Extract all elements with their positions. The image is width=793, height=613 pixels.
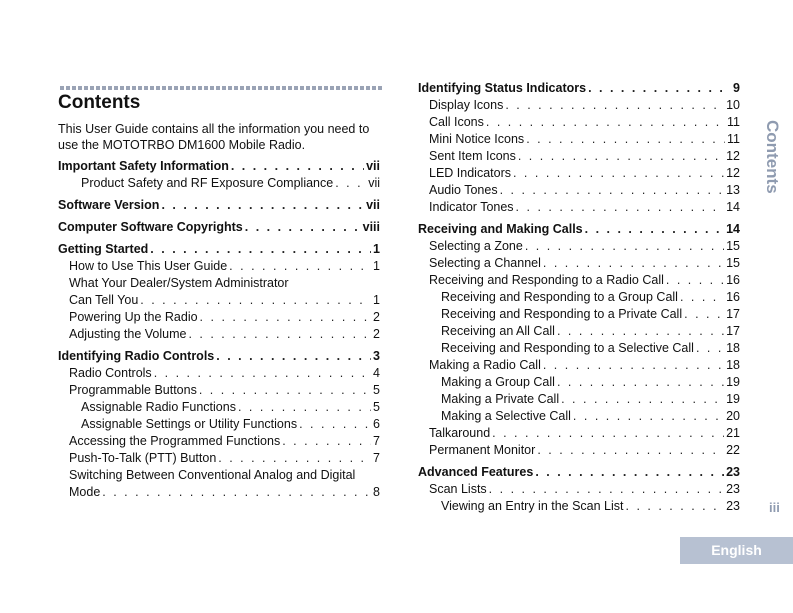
toc-entry-label: Indicator Tones (429, 200, 514, 214)
dot-leader (588, 80, 731, 97)
toc-entry[interactable] (418, 323, 740, 340)
dot-leader (102, 484, 371, 501)
toc-entry[interactable] (58, 309, 380, 326)
toc-entry[interactable] (418, 289, 740, 306)
toc-entry-label: Getting Started (58, 242, 149, 256)
toc-entry-label: Receiving and Responding to a Private Call (441, 307, 683, 321)
toc-entry-label: Adjusting the Volume (69, 327, 187, 341)
toc-entry[interactable] (418, 131, 740, 148)
dot-leader (505, 97, 724, 114)
dot-leader (537, 442, 724, 459)
toc-entry[interactable] (418, 498, 740, 515)
toc-entry[interactable] (418, 199, 740, 216)
toc-left-column (58, 158, 380, 501)
toc-entry[interactable] (58, 326, 380, 343)
toc-entry[interactable] (58, 450, 380, 467)
dot-leader (200, 309, 372, 326)
toc-entry-label: Can Tell You (69, 293, 139, 307)
toc-entry-page: 15 (726, 239, 740, 253)
toc-entry-label: Product Safety and RF Exposure Compliance (81, 176, 334, 190)
dot-leader (557, 323, 724, 340)
toc-entry-page: 17 (726, 324, 740, 338)
toc-entry-page: 4 (373, 366, 380, 380)
toc-entry-label: Audio Tones (429, 183, 498, 197)
toc-entry-page: vii (368, 176, 380, 190)
toc-right-column (418, 80, 740, 515)
toc-entry-page: 16 (726, 273, 740, 287)
toc-entry[interactable] (418, 165, 740, 182)
toc-entry-label: How to Use This User Guide (69, 259, 228, 273)
section-side-label: Contents (763, 120, 782, 194)
toc-entry-page: 3 (373, 349, 380, 363)
toc-entry[interactable] (418, 340, 740, 357)
toc-entry-page: 23 (726, 482, 740, 496)
toc-entry[interactable] (418, 374, 740, 391)
toc-entry-label: Receiving and Responding to a Group Call (441, 290, 678, 304)
toc-entry-label: Making a Private Call (441, 392, 560, 406)
dot-leader (666, 272, 724, 289)
toc-entry[interactable] (418, 464, 740, 481)
toc-entry[interactable] (58, 241, 380, 258)
dot-leader (680, 289, 724, 306)
toc-entry[interactable] (418, 357, 740, 374)
toc-entry[interactable] (418, 238, 740, 255)
toc-entry-label: Important Safety Information (58, 159, 229, 173)
toc-entry-label: Switching Between Conventional Analog and Digital (69, 468, 356, 482)
toc-entry-label: Mode (69, 485, 101, 499)
toc-entry-label: Accessing the Programmed Functions (69, 434, 281, 448)
toc-entry[interactable] (418, 182, 740, 199)
toc-entry-page: 11 (727, 115, 740, 129)
toc-entry[interactable] (58, 365, 380, 382)
toc-entry-label: Sent Item Icons (429, 149, 516, 163)
dot-leader (154, 365, 371, 382)
dot-leader (626, 498, 725, 515)
toc-entry-label: Call Icons (429, 115, 484, 129)
toc-entry-page: vii (366, 198, 380, 212)
dot-leader (299, 416, 371, 433)
toc-entry[interactable] (418, 408, 740, 425)
toc-entry-label: Scan Lists (429, 482, 487, 496)
toc-entry-label: Display Icons (429, 98, 504, 112)
toc-entry-page: 13 (726, 183, 740, 197)
dot-leader (216, 348, 371, 365)
toc-entry-page: 2 (373, 327, 380, 341)
toc-entry-label: Identifying Status Indicators (418, 81, 587, 95)
toc-entry-label: Viewing an Entry in the Scan List (441, 499, 624, 513)
toc-entry-page: 6 (373, 417, 380, 431)
intro-text: This User Guide contains all the information you need to use the MOTOTRBO DM1600 Mobile Radio. (58, 122, 370, 152)
toc-entry[interactable] (58, 258, 380, 275)
toc-entry-page: 20 (726, 409, 740, 423)
toc-entry-page: 14 (726, 200, 740, 214)
toc-entry-label: Powering Up the Radio (69, 310, 198, 324)
dot-leader (696, 340, 724, 357)
toc-entry[interactable] (418, 481, 740, 498)
toc-entry-page: 11 (727, 132, 740, 146)
dot-leader (535, 464, 724, 481)
toc-entry[interactable] (418, 255, 740, 272)
toc-entry[interactable] (418, 221, 740, 238)
toc-entry-label: Receiving an All Call (441, 324, 555, 338)
dot-leader (245, 219, 361, 236)
toc-entry-label: Software Version (58, 198, 160, 212)
toc-entry[interactable] (418, 272, 740, 289)
toc-entry[interactable] (418, 97, 740, 114)
dot-leader (486, 114, 725, 131)
dot-leader (573, 408, 724, 425)
language-tab: English (680, 537, 793, 564)
toc-entry[interactable] (58, 275, 380, 292)
dot-leader (282, 433, 371, 450)
dot-leader (557, 374, 724, 391)
toc-entry[interactable] (58, 219, 380, 236)
toc-entry-page: 16 (726, 290, 740, 304)
dot-leader (543, 357, 724, 374)
toc-entry-label: Programmable Buttons (69, 383, 197, 397)
dot-leader (489, 481, 724, 498)
toc-entry-label: Assignable Settings or Utility Functions (81, 417, 298, 431)
toc-entry[interactable] (58, 433, 380, 450)
toc-entry[interactable] (58, 197, 380, 214)
dot-leader (526, 131, 725, 148)
toc-entry-label: Making a Group Call (441, 375, 555, 389)
toc-entry-page: 23 (726, 465, 740, 479)
dot-leader (525, 238, 724, 255)
title-rule (60, 86, 384, 90)
toc-entry-label: Receiving and Responding to a Selective Call (441, 341, 694, 355)
toc-entry-page: 7 (373, 451, 380, 465)
toc-entry-label: Talkaround (429, 426, 491, 440)
toc-entry-label: Advanced Features (418, 465, 534, 479)
toc-entry[interactable] (58, 399, 380, 416)
dot-leader (500, 182, 725, 199)
toc-entry[interactable] (418, 425, 740, 442)
toc-entry[interactable] (58, 467, 380, 484)
toc-entry-label: What Your Dealer/System Administrator (69, 276, 289, 290)
toc-entry-page: 21 (726, 426, 740, 440)
toc-entry-label: Receiving and Responding to a Radio Call (429, 273, 664, 287)
toc-entry-page: 15 (726, 256, 740, 270)
page-title: Contents (58, 92, 141, 113)
toc-entry-label: Making a Selective Call (441, 409, 571, 423)
toc-entry-page: 19 (726, 392, 740, 406)
toc-entry-label: Push-To-Talk (PTT) Button (69, 451, 217, 465)
toc-entry-label: Receiving and Making Calls (418, 222, 583, 236)
dot-leader (150, 241, 371, 258)
toc-entry-page: 8 (373, 485, 380, 499)
toc-entry-label: Assignable Radio Functions (81, 400, 236, 414)
toc-entry-page: 19 (726, 375, 740, 389)
toc-entry-page: 1 (373, 242, 380, 256)
toc-entry-label: Making a Radio Call (429, 358, 541, 372)
toc-entry-page: 2 (373, 310, 380, 324)
toc-entry-label: Radio Controls (69, 366, 152, 380)
toc-entry[interactable] (58, 292, 380, 309)
toc-entry[interactable] (418, 391, 740, 408)
toc-entry-page: 18 (726, 358, 740, 372)
dot-leader (218, 450, 371, 467)
toc-entry[interactable] (418, 442, 740, 459)
toc-entry[interactable] (418, 114, 740, 131)
dot-leader (518, 148, 724, 165)
toc-entry[interactable] (58, 158, 380, 175)
toc-entry-label: Mini Notice Icons (429, 132, 525, 146)
toc-entry-page: 5 (373, 383, 380, 397)
toc-entry-page: 18 (726, 341, 740, 355)
dot-leader (543, 255, 724, 272)
dot-leader (513, 165, 724, 182)
toc-entry-label: Identifying Radio Controls (58, 349, 215, 363)
toc-entry[interactable] (418, 148, 740, 165)
toc-entry[interactable] (418, 306, 740, 323)
toc-entry-label: Computer Software Copyrights (58, 220, 243, 234)
toc-entry[interactable] (58, 348, 380, 365)
dot-leader (492, 425, 724, 442)
dot-leader (585, 221, 724, 238)
toc-entry-page: vii (366, 159, 380, 173)
dot-leader (238, 399, 371, 416)
dot-leader (684, 306, 724, 323)
toc-entry-page: 1 (373, 293, 380, 307)
toc-entry-label: Permanent Monitor (429, 443, 536, 457)
toc-entry-page: viii (362, 220, 380, 234)
dot-leader (188, 326, 371, 343)
toc-entry-label: LED Indicators (429, 166, 511, 180)
toc-entry[interactable] (58, 484, 380, 501)
toc-entry-page: 9 (733, 81, 740, 95)
toc-entry-page: 14 (726, 222, 740, 236)
toc-entry-label: Selecting a Zone (429, 239, 523, 253)
toc-entry-label: Selecting a Channel (429, 256, 541, 270)
toc-entry-page: 22 (726, 443, 740, 457)
toc-entry-page: 12 (726, 149, 740, 163)
toc-entry[interactable] (418, 80, 740, 97)
dot-leader (561, 391, 724, 408)
toc-entry-page: 1 (373, 259, 380, 273)
dot-leader (229, 258, 371, 275)
toc-entry-page: 23 (726, 499, 740, 513)
toc-entry-page: 7 (373, 434, 380, 448)
dot-leader (516, 199, 725, 216)
dot-leader (161, 197, 364, 214)
toc-entry-page: 12 (726, 166, 740, 180)
page-number: iii (769, 500, 780, 515)
toc-entry-page: 17 (726, 307, 740, 321)
dot-leader (335, 175, 366, 192)
dot-leader (199, 382, 371, 399)
toc-entry-page: 10 (726, 98, 740, 112)
toc-entry[interactable] (58, 175, 380, 192)
dot-leader (231, 158, 364, 175)
toc-entry[interactable] (58, 382, 380, 399)
dot-leader (140, 292, 371, 309)
toc-entry-page: 5 (373, 400, 380, 414)
toc-entry[interactable] (58, 416, 380, 433)
